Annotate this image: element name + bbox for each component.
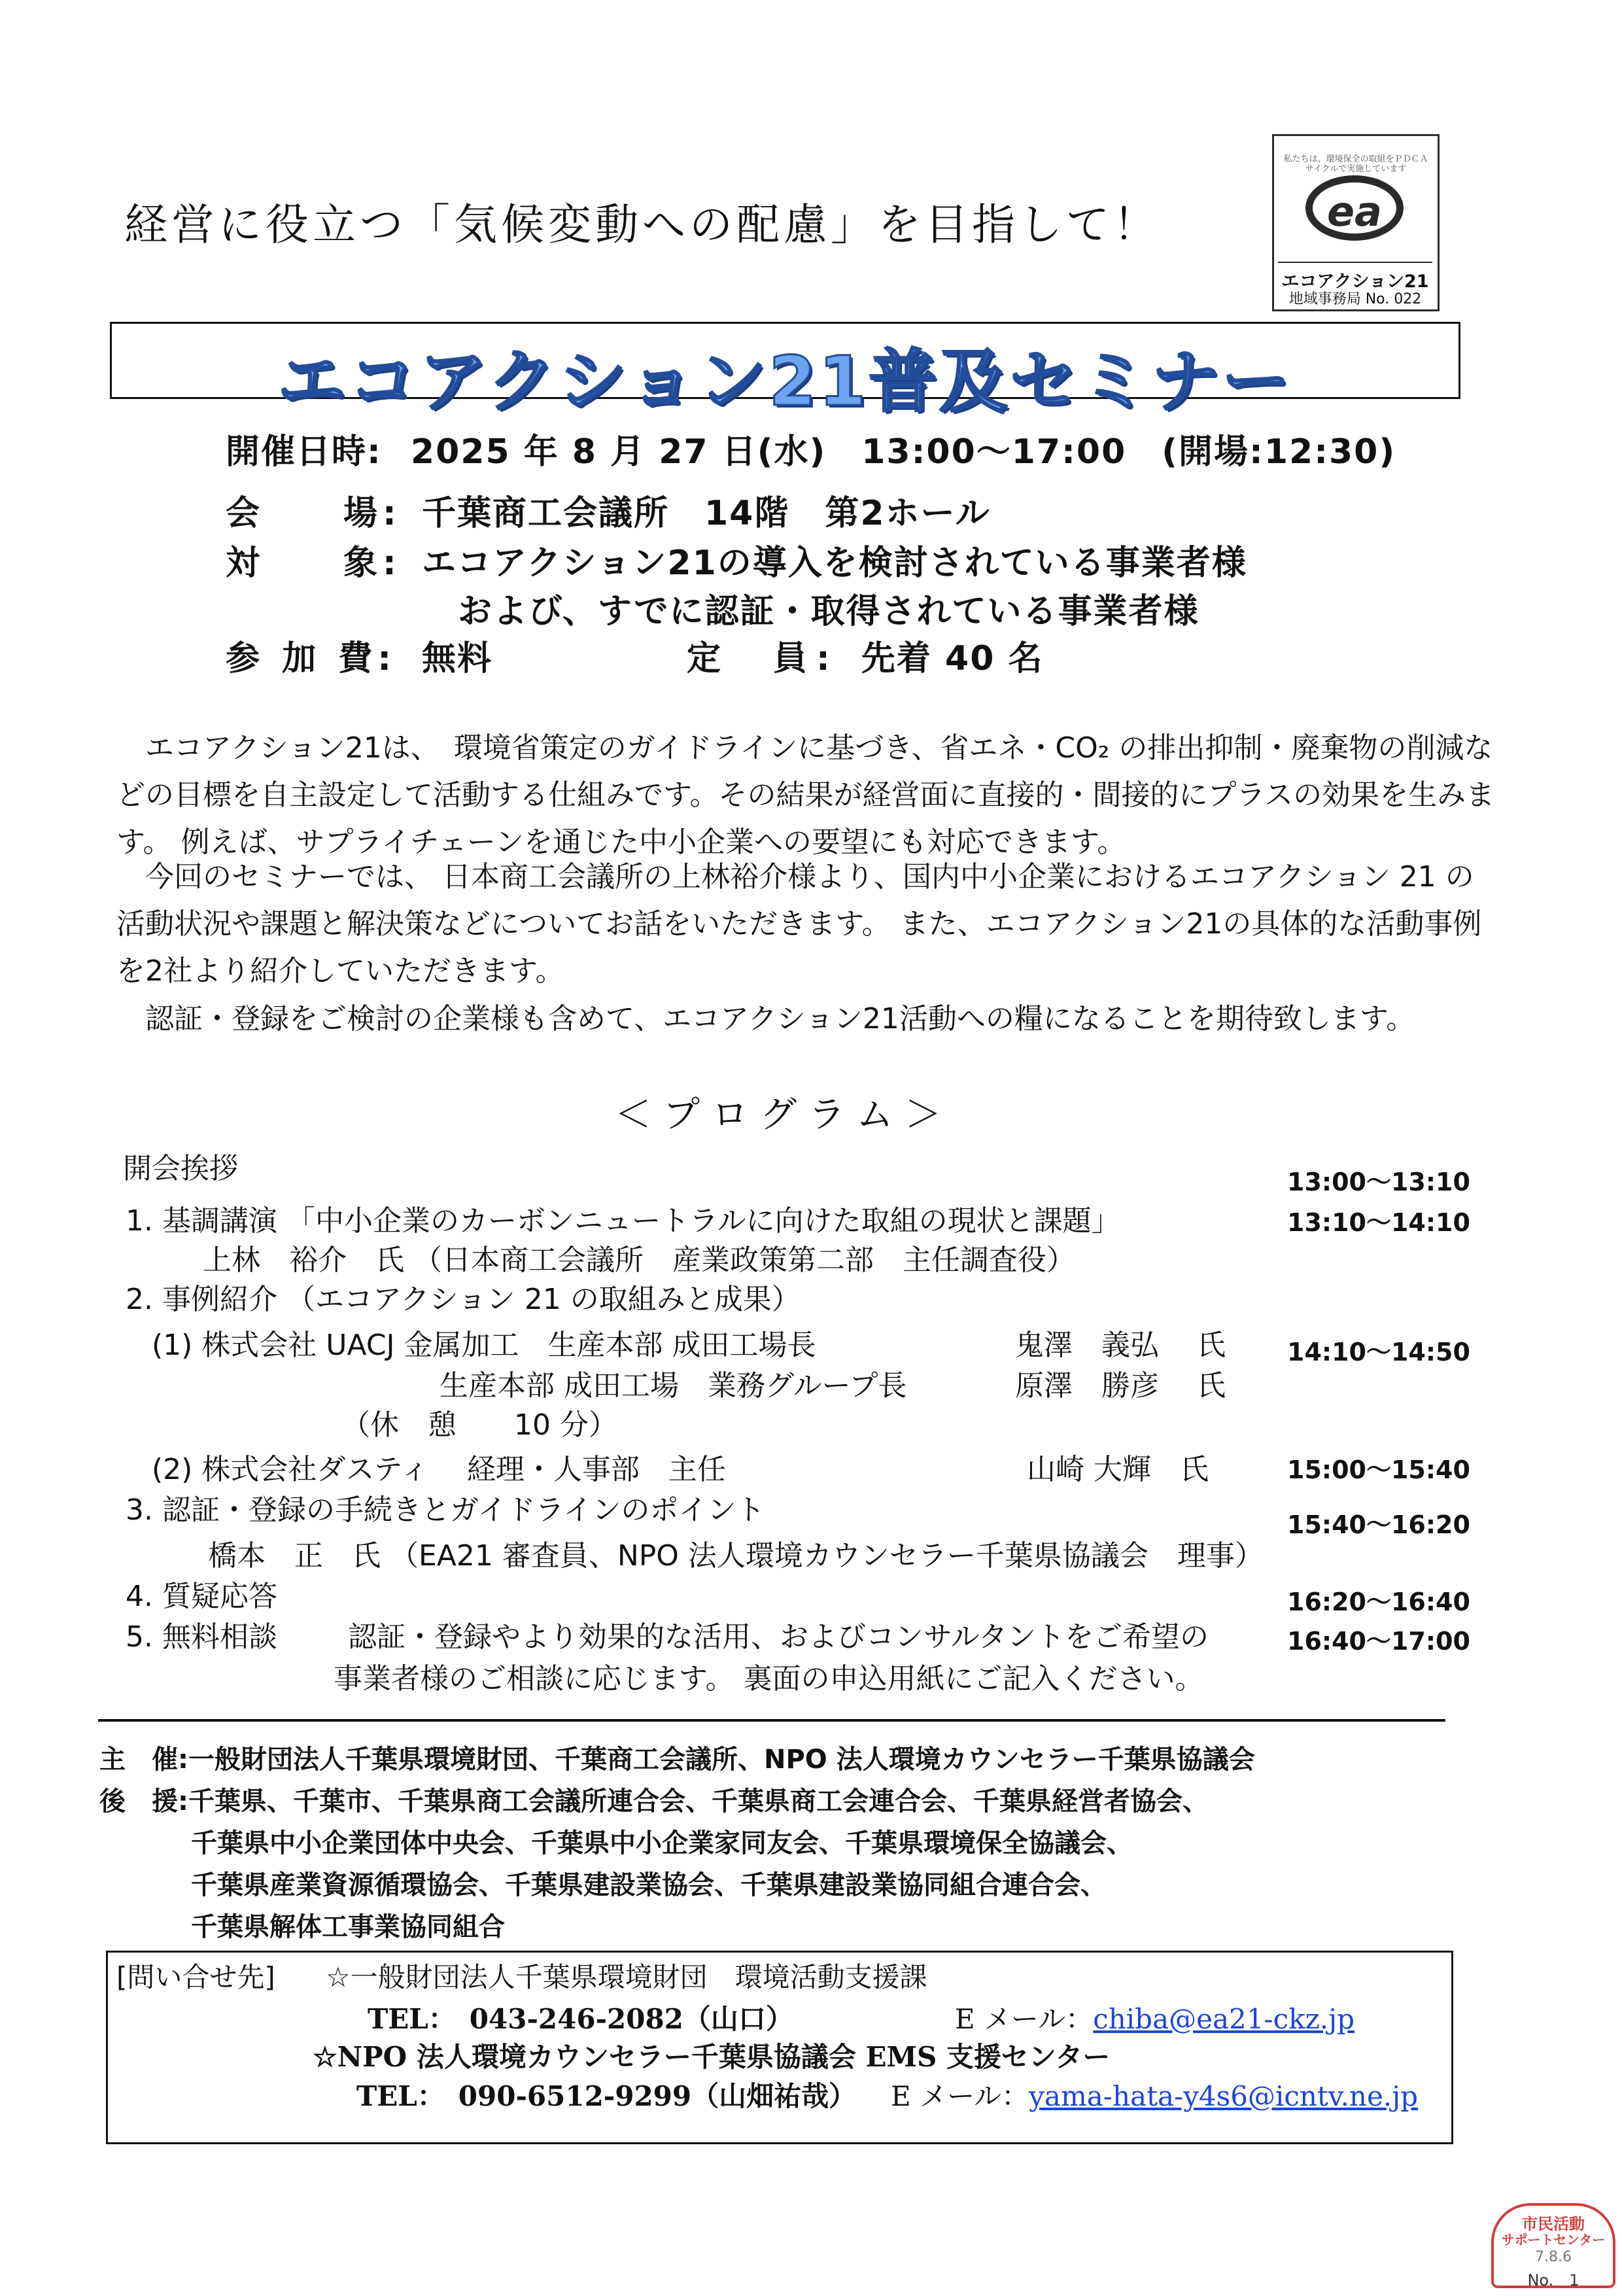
program-item-2-1: (1) 株式会社 UACJ 金属加工 生産本部 成田工場長 xyxy=(152,1329,816,1362)
support-row xyxy=(99,1781,1209,1818)
contact-email-1-link[interactable]: chiba@ea21-ckz.jp xyxy=(1093,2003,1355,2035)
intro-paragraph-2: 今回のセミナーでは、 日本商工会議所の上林裕介様より、国内中小企業におけるエコアクション 21 の活動状況や課題と解決策などについてお話をいただきます。 また、エコアクション21の具体的な活動事例を2社より紹介していただきます。 xyxy=(116,860,1482,988)
contact-tel-1: TEL： 043-246-2082（山口） xyxy=(368,2003,793,2035)
host-label: 主 催: xyxy=(99,1745,188,1775)
program-item-2-1b: 生産本部 成田工場 業務グループ長 xyxy=(440,1369,907,1402)
contact-email-2-row xyxy=(891,2075,1418,2114)
received-stamp xyxy=(1491,2203,1615,2288)
program-item-3-speaker: 橋本 正 氏 （EA21 審査員、NPO 法人環境カウンセラー千葉県協議会 理事） xyxy=(208,1539,1264,1573)
program-opening-time: 13:00～13:10 xyxy=(1287,1168,1470,1196)
stamp-date: 7.8.6 xyxy=(1535,2249,1572,2265)
program-item-1-time: 13:10～14:10 xyxy=(1287,1208,1470,1237)
title-banner xyxy=(110,322,1460,421)
program-item-1-speaker: 上林 裕介 氏 （日本商工会議所 産業政策第二部 主任調査役） xyxy=(203,1244,1075,1277)
support-text-3: 千葉県産業資源循環協会、千葉県建設業協会、千葉県建設業協同組合連合会、 xyxy=(191,1870,1107,1900)
program-item-1: 1. 基調講演 「中小企業のカーボンニュートラルに向けた取組の現状と課題」 xyxy=(126,1204,1120,1238)
target-value-2: および、すでに認証・取得されている事業者様 xyxy=(458,592,1199,631)
contact-org-1: ☆一般財団法人千葉県環境財団 環境活動支援課 xyxy=(326,1961,927,1993)
program-item-4-time: 16:20～16:40 xyxy=(1287,1588,1470,1616)
ea-logo-icon xyxy=(1305,175,1404,241)
host-text: 一般財団法人千葉県環境財団、千葉商工会議所、NPO 法人環境カウンセラー千葉県協議会 xyxy=(188,1745,1255,1775)
fee-label: 参 加 費: xyxy=(226,639,397,678)
program-item-2-2-time: 15:00～15:40 xyxy=(1287,1455,1470,1484)
tagline: 経営に役立つ「気候変動への配慮」を目指して！ xyxy=(124,200,1160,250)
logo-mark: ea xyxy=(1327,188,1382,235)
stamp-number: No. 1 xyxy=(1527,2271,1579,2289)
logo-office-number: 地域事務局 No. 022 xyxy=(1288,291,1422,307)
contact-email-2-label: E メール： xyxy=(891,2080,1029,2112)
program-item-5: 5. 無料相談 xyxy=(126,1620,277,1654)
intro-paragraph-3: 認証・登録をご検討の企業様も含めて、エコアクション21活動への糧になることを期待致します。 xyxy=(145,1002,1415,1035)
program-item-5-desc-1: 認証・登録やより効果的な活用、およびコンサルタントをご希望の xyxy=(348,1620,1209,1654)
venue-label: 会 場: xyxy=(226,494,402,533)
program-item-5-time: 16:40～17:00 xyxy=(1287,1627,1470,1656)
program-opening: 開会挨拶 xyxy=(123,1152,238,1185)
program-heading: ＜プログラム＞ xyxy=(615,1094,954,1136)
program-item-2-1-name: 鬼澤 義弘 氏 xyxy=(1015,1329,1226,1362)
contact-email-1-row xyxy=(955,1998,1355,2037)
program-item-2-2: (2) 株式会社ダスティ 経理・人事部 主任 xyxy=(152,1453,726,1486)
program-item-2-1-time: 14:10～14:50 xyxy=(1287,1338,1470,1366)
contact-org-2: ☆NPO 法人環境カウンセラー千葉県協議会 EMS 支援センター xyxy=(313,2041,1111,2073)
capacity-label: 定 員: xyxy=(687,639,839,678)
program-item-3-time: 15:40～16:20 xyxy=(1287,1510,1470,1539)
support-text-2: 千葉県中小企業団体中央会、千葉県中小企業家同友会、千葉県環境保全協議会、 xyxy=(191,1828,1133,1858)
event-date-row xyxy=(226,424,1396,473)
contact-email-2-link[interactable]: yama-hata-y4s6@icntv.ne.jp xyxy=(1029,2080,1419,2112)
target-value-1: エコアクション21の導入を検討されている事業者様 xyxy=(422,544,1247,583)
date-label: 開催日時: xyxy=(226,432,382,472)
stamp-line-2: サポートセンター xyxy=(1501,2232,1606,2248)
event-capacity-row xyxy=(687,631,1043,680)
support-text-1: 千葉県、千葉市、千葉県商工会議所連合会、千葉県商工会連合会、千葉県経営者協会、 xyxy=(188,1786,1209,1817)
support-label: 後 援: xyxy=(99,1786,188,1817)
capacity-value: 先着 40 名 xyxy=(861,639,1044,678)
program-item-4: 4. 質疑応答 xyxy=(126,1580,277,1613)
logo-name: エコアクション21 xyxy=(1278,262,1432,292)
page-title: エコアクション21普及セミナー xyxy=(277,341,1293,421)
stamp-line-1: 市民活動 xyxy=(1522,2215,1585,2233)
fee-value: 無料 xyxy=(422,639,493,678)
eco-action-21-logo xyxy=(1272,134,1440,311)
contact-label: [問い合せ先] xyxy=(116,1961,275,1993)
logo-small-text: 私たちは、環境保全の取組をＰＤＣＡサイクルで実施しています xyxy=(1283,154,1428,174)
program-item-5-desc-2: 事業者様のご相談に応じます。 裏面の申込用紙にご記入ください。 xyxy=(334,1662,1204,1696)
program-item-2-2-name: 山崎 大輝 氏 xyxy=(1027,1453,1209,1486)
program-item-3: 3. 認証・登録の手続きとガイドラインのポイント xyxy=(126,1493,765,1527)
program-item-2: 2. 事例紹介 （エコアクション 21 の取組みと成果） xyxy=(126,1283,801,1316)
program-item-2-1b-name: 原澤 勝彦 氏 xyxy=(1015,1369,1226,1402)
support-text-4: 千葉県解体工事業協同組合 xyxy=(191,1912,505,1942)
target-label: 対 象: xyxy=(226,544,402,583)
event-fee-row xyxy=(226,631,492,680)
date-value: 2025 年 8 月 27 日(水) 13:00～17:00 (開場:12:30) xyxy=(410,432,1396,472)
venue-value: 千葉商工会議所 14階 第2ホール xyxy=(422,494,991,533)
contact-tel-2: TEL： 090-6512-9299（山畑祐哉） xyxy=(356,2080,857,2112)
program-break: （休 憩 10 分） xyxy=(341,1408,617,1442)
contact-email-1-label: E メール： xyxy=(955,2003,1094,2035)
host-row xyxy=(99,1739,1255,1776)
event-target-row xyxy=(226,535,1247,584)
section-divider xyxy=(98,1719,1445,1722)
intro-paragraph-1: エコアクション21は、 環境省策定のガイドラインに基づき、省エネ・CO₂ の排出抑制・廃棄物の削減などの目標を自主設定して活動する仕組みです。その結果が経営面に直接的・間接的にプラスの効果を生みます。 例えば、サプライチェーンを通じた中小企業への要望にも対応できます。 xyxy=(116,731,1495,859)
event-venue-row xyxy=(226,485,991,534)
